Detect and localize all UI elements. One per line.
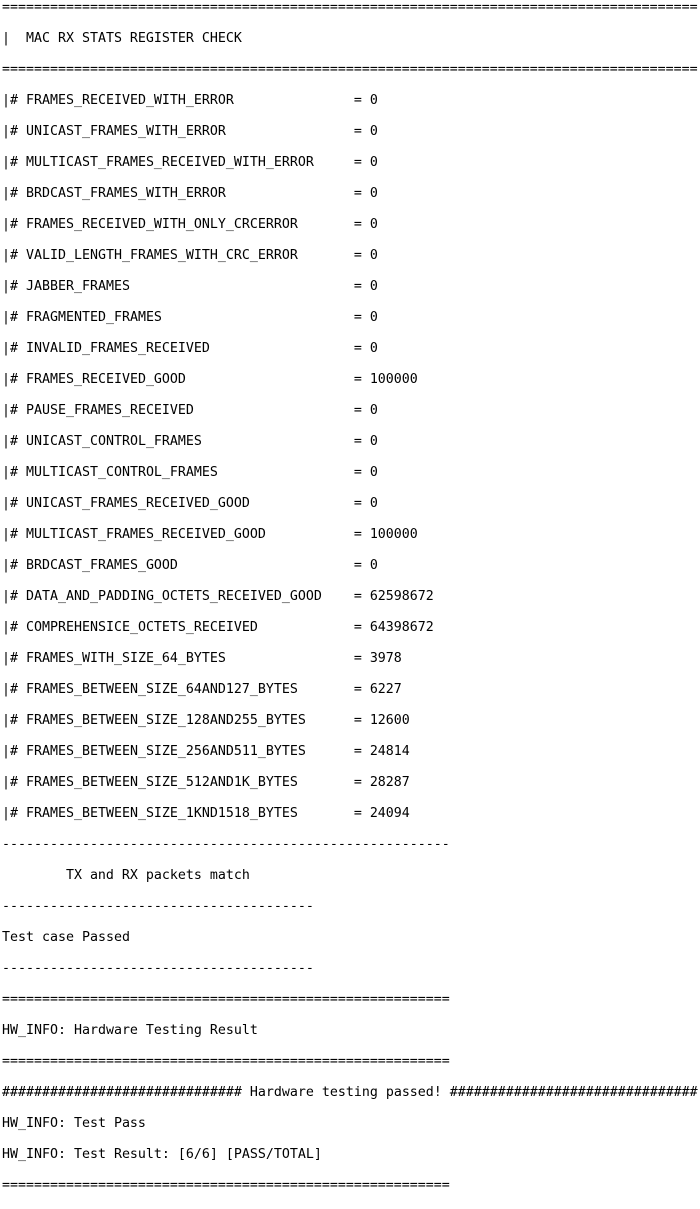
stat-value: 0 <box>369 155 378 170</box>
stat-value: 0 <box>369 310 378 325</box>
stat-name: FRAMES_BETWEEN_SIZE_512AND1K_BYTES <box>26 775 298 790</box>
stat-row <box>2 217 700 233</box>
row-prefix: |# <box>2 310 26 325</box>
stat-row <box>2 434 700 450</box>
equals-sign: = <box>353 279 362 294</box>
stat-name: INVALID_FRAMES_RECEIVED <box>26 341 210 356</box>
page-title: MAC RX STATS REGISTER CHECK <box>25 31 242 46</box>
separator-dashes-short: --------------------------------------- <box>2 899 314 914</box>
stat-name: FRAMES_WITH_SIZE_64_BYTES <box>26 651 226 666</box>
row-prefix: |# <box>2 155 26 170</box>
hash-run-left: ############################## <box>2 1085 242 1100</box>
stat-name: UNICAST_FRAMES_WITH_ERROR <box>26 124 226 139</box>
equals-sign: = <box>353 403 362 418</box>
separator-eq-mid: ======================================================== <box>2 992 450 1007</box>
equals-sign: = <box>353 589 362 604</box>
row-prefix: |# <box>2 372 26 387</box>
row-prefix: |# <box>2 558 26 573</box>
stat-name: FRAMES_BETWEEN_SIZE_256AND511_BYTES <box>26 744 306 759</box>
stat-name: DATA_AND_PADDING_OCTETS_RECEIVED_GOOD <box>26 589 322 604</box>
stat-value: 6227 <box>369 682 402 697</box>
stat-value: 0 <box>369 217 378 232</box>
stat-name: MULTICAST_FRAMES_RECEIVED_GOOD <box>26 527 266 542</box>
row-prefix: |# <box>2 589 26 604</box>
equals-sign: = <box>353 465 362 480</box>
stat-value: 12600 <box>369 713 410 728</box>
equals-sign: = <box>353 310 362 325</box>
stat-name: UNICAST_FRAMES_RECEIVED_GOOD <box>26 496 250 511</box>
stat-row <box>2 651 700 667</box>
row-prefix: |# <box>2 186 26 201</box>
row-prefix: |# <box>2 620 26 635</box>
pass-banner <box>2 1085 700 1101</box>
row-prefix: |# <box>2 93 26 108</box>
stat-value: 0 <box>369 465 378 480</box>
stat-row <box>2 527 700 543</box>
stat-name: BRDCAST_FRAMES_WITH_ERROR <box>26 186 226 201</box>
stat-row <box>2 310 700 326</box>
equals-sign: = <box>353 527 362 542</box>
stat-value: 0 <box>369 248 378 263</box>
hw-result-header: HW_INFO: Hardware Testing Result <box>2 1023 258 1038</box>
separator-top: ======================================================================================= <box>2 0 698 15</box>
stat-row <box>2 713 700 729</box>
row-prefix: |# <box>2 465 26 480</box>
stat-row <box>2 372 700 388</box>
stat-name: FRAGMENTED_FRAMES <box>26 310 162 325</box>
equals-sign: = <box>353 248 362 263</box>
row-prefix: |# <box>2 403 26 418</box>
border-pipe: | <box>2 31 10 46</box>
equals-sign: = <box>353 775 362 790</box>
equals-sign: = <box>353 372 362 387</box>
testcase-status: Test case Passed <box>2 930 130 945</box>
stat-row <box>2 558 700 574</box>
stat-value: 24814 <box>369 744 410 759</box>
stat-row <box>2 589 700 605</box>
stat-value: 0 <box>369 403 378 418</box>
equals-sign: = <box>353 651 362 666</box>
stat-name: FRAMES_BETWEEN_SIZE_1KND1518_BYTES <box>26 806 298 821</box>
separator-eq-bottom: ======================================================== <box>2 1178 450 1193</box>
stat-value: 62598672 <box>369 589 434 604</box>
stat-name: FRAMES_RECEIVED_WITH_ONLY_CRCERROR <box>26 217 298 232</box>
stat-row <box>2 775 700 791</box>
row-prefix: |# <box>2 434 26 449</box>
stat-name: MULTICAST_CONTROL_FRAMES <box>26 465 218 480</box>
test-pass-status: HW_INFO: Test Pass <box>2 1116 146 1131</box>
stat-row <box>2 186 700 202</box>
stat-value: 0 <box>369 496 378 511</box>
equals-sign: = <box>353 806 362 821</box>
stat-row <box>2 124 700 140</box>
separator-dashes-long: -------------------------------------------------------- <box>2 837 450 852</box>
stat-name: PAUSE_FRAMES_RECEIVED <box>26 403 194 418</box>
stat-name: FRAMES_RECEIVED_WITH_ERROR <box>26 93 234 108</box>
equals-sign: = <box>353 434 362 449</box>
stat-value: 0 <box>369 279 378 294</box>
stat-row <box>2 155 700 171</box>
equals-sign: = <box>353 682 362 697</box>
stat-name: UNICAST_CONTROL_FRAMES <box>26 434 202 449</box>
stat-value: 64398672 <box>369 620 434 635</box>
row-prefix: |# <box>2 248 26 263</box>
stat-value: 100000 <box>369 372 418 387</box>
equals-sign: = <box>353 744 362 759</box>
equals-sign: = <box>353 155 362 170</box>
stat-row <box>2 496 700 512</box>
stat-value: 0 <box>369 186 378 201</box>
stat-row <box>2 465 700 481</box>
equals-sign: = <box>353 124 362 139</box>
equals-sign: = <box>353 217 362 232</box>
stat-value: 3978 <box>369 651 402 666</box>
stat-row <box>2 682 700 698</box>
row-prefix: |# <box>2 496 26 511</box>
row-prefix: |# <box>2 124 26 139</box>
stat-name: VALID_LENGTH_FRAMES_WITH_CRC_ERROR <box>26 248 298 263</box>
section-title-row <box>2 31 700 47</box>
pass-banner-text: Hardware testing passed! <box>249 1085 442 1100</box>
stat-value: 0 <box>369 341 378 356</box>
stat-name: JABBER_FRAMES <box>26 279 130 294</box>
row-prefix: |# <box>2 651 26 666</box>
separator-dashes-short: --------------------------------------- <box>2 961 314 976</box>
row-prefix: |# <box>2 341 26 356</box>
equals-sign: = <box>353 620 362 635</box>
stat-name: FRAMES_BETWEEN_SIZE_64AND127_BYTES <box>26 682 298 697</box>
packets-match-status: TX and RX packets match <box>65 868 250 883</box>
equals-sign: = <box>353 186 362 201</box>
row-prefix: |# <box>2 775 26 790</box>
stat-row <box>2 279 700 295</box>
stat-row <box>2 620 700 636</box>
row-prefix: |# <box>2 744 26 759</box>
stat-name: FRAMES_RECEIVED_GOOD <box>26 372 186 387</box>
stat-name: BRDCAST_FRAMES_GOOD <box>26 558 178 573</box>
stat-value: 24094 <box>369 806 410 821</box>
stat-value: 0 <box>369 124 378 139</box>
stat-row <box>2 403 700 419</box>
equals-sign: = <box>353 496 362 511</box>
hash-run-right: ############################### <box>449 1085 698 1100</box>
test-result-status: HW_INFO: Test Result: [6/6] [PASS/TOTAL] <box>2 1147 322 1162</box>
stat-value: 28287 <box>369 775 410 790</box>
equals-sign: = <box>353 558 362 573</box>
stat-value: 0 <box>369 558 378 573</box>
separator-eq-mid: ======================================================== <box>2 1054 450 1069</box>
stat-row <box>2 806 700 822</box>
stat-name: COMPREHENSICE_OCTETS_RECEIVED <box>26 620 258 635</box>
stat-row <box>2 341 700 357</box>
row-prefix: |# <box>2 806 26 821</box>
row-prefix: |# <box>2 279 26 294</box>
stat-name: MULTICAST_FRAMES_RECEIVED_WITH_ERROR <box>26 155 314 170</box>
equals-sign: = <box>353 341 362 356</box>
separator-under-title: ======================================================================================= <box>2 62 698 77</box>
row-prefix: |# <box>2 217 26 232</box>
stat-value: 0 <box>369 434 378 449</box>
equals-sign: = <box>353 93 362 108</box>
stat-row <box>2 248 700 264</box>
stat-value: 0 <box>369 93 378 108</box>
row-prefix: |# <box>2 682 26 697</box>
row-prefix: |# <box>2 713 26 728</box>
row-prefix: |# <box>2 527 26 542</box>
stat-row <box>2 93 700 109</box>
stat-row <box>2 744 700 760</box>
stat-name: FRAMES_BETWEEN_SIZE_128AND255_BYTES <box>26 713 306 728</box>
equals-sign: = <box>353 713 362 728</box>
stat-value: 100000 <box>369 527 418 542</box>
